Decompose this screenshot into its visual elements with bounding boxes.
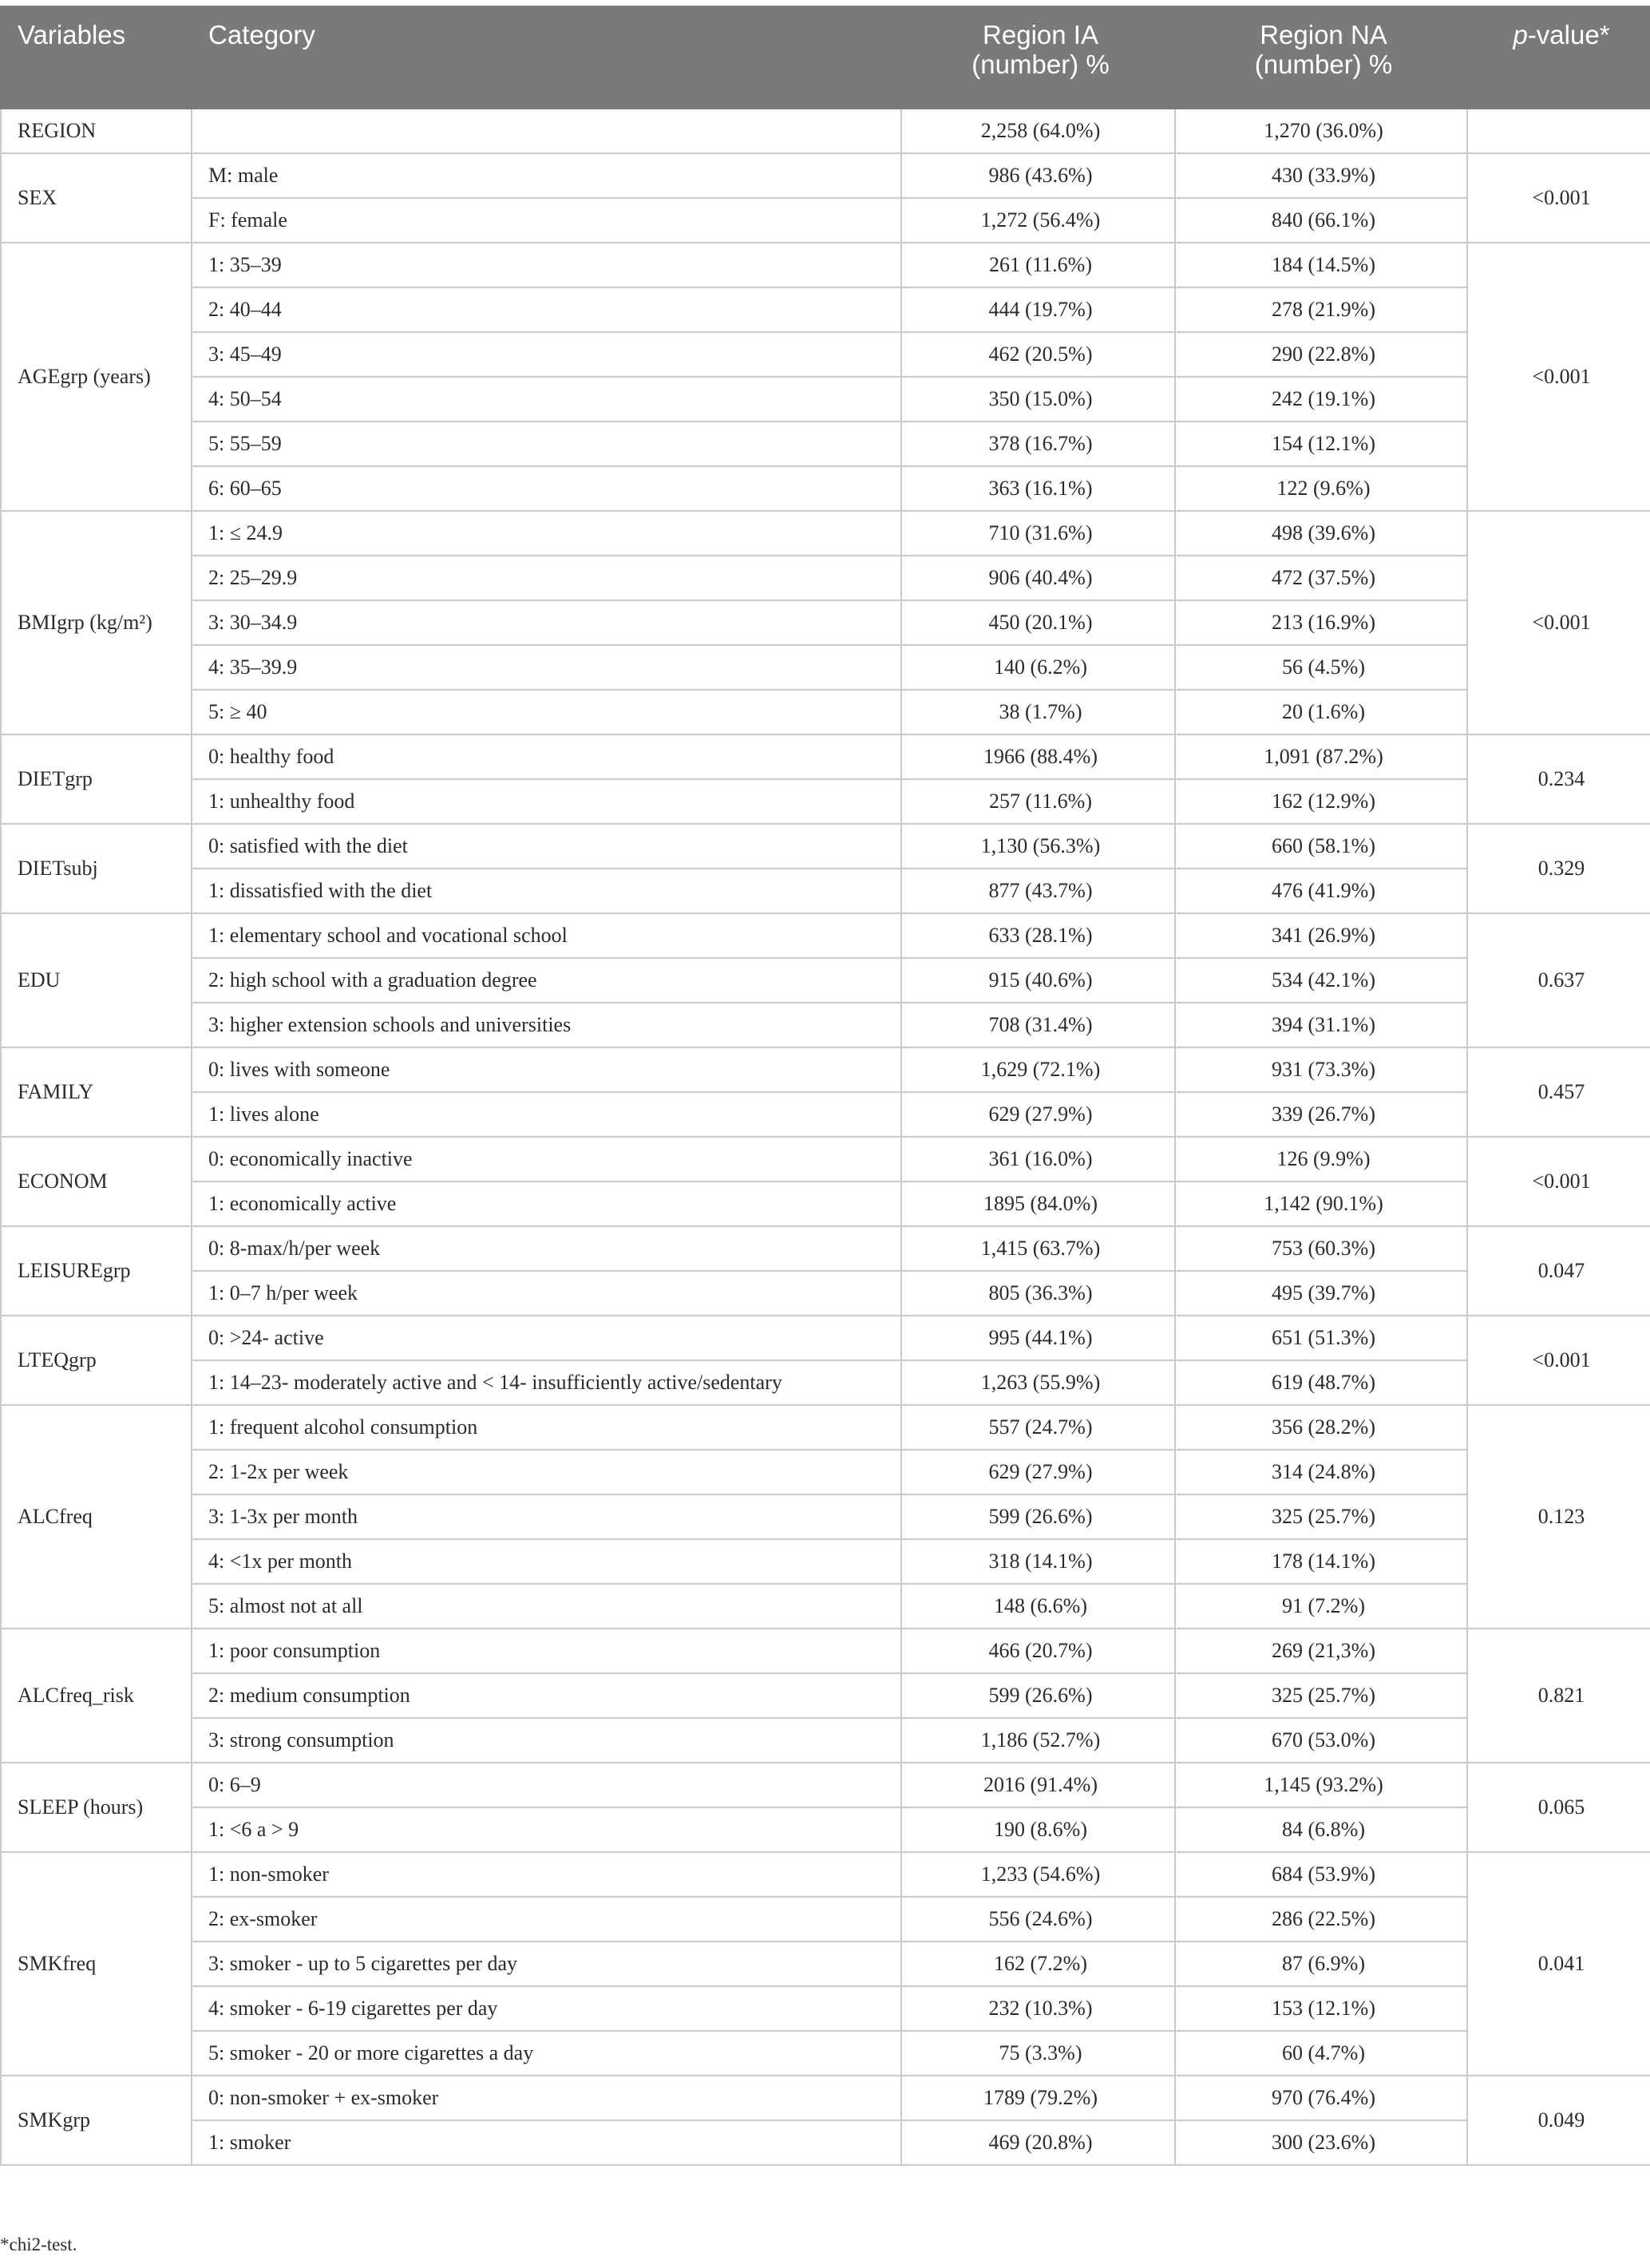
- category-cell: 2: high school with a graduation degree: [192, 958, 901, 1003]
- region-ia-cell: 986 (43.6%): [901, 153, 1175, 198]
- region-na-cell: 341 (26.9%): [1175, 913, 1467, 958]
- category-cell: 2: 40–44: [192, 287, 901, 332]
- region-ia-cell: 257 (11.6%): [901, 779, 1175, 824]
- category-cell: 1: ≤ 24.9: [192, 511, 901, 556]
- region-ia-cell: 1,415 (63.7%): [901, 1226, 1175, 1271]
- region-ia-cell: 450 (20.1%): [901, 600, 1175, 645]
- region-ia-cell: 1,233 (54.6%): [901, 1852, 1175, 1897]
- region-ia-cell: 599 (26.6%): [901, 1673, 1175, 1718]
- category-cell: 3: 30–34.9: [192, 600, 901, 645]
- pvalue-cell: 0.047: [1467, 1226, 1650, 1316]
- variable-cell: DIETgrp: [1, 734, 192, 824]
- category-cell: 1: lives alone: [192, 1092, 901, 1137]
- variable-cell: DIETsubj: [1, 824, 192, 913]
- region-na-cell: 356 (28.2%): [1175, 1405, 1467, 1450]
- region-na-cell: 162 (12.9%): [1175, 779, 1467, 824]
- variable-cell: BMIgrp (kg/m²): [1, 511, 192, 734]
- region-na-cell: 472 (37.5%): [1175, 556, 1467, 600]
- region-ia-cell: 556 (24.6%): [901, 1897, 1175, 1941]
- region-ia-cell: 1789 (79.2%): [901, 2076, 1175, 2120]
- region-ia-cell: 599 (26.6%): [901, 1494, 1175, 1539]
- header-row: [1, 6, 1650, 109]
- category-cell: 3: 1-3x per month: [192, 1494, 901, 1539]
- table-row: [1, 243, 1650, 287]
- header-pvalue-p: p: [1513, 20, 1528, 49]
- table-row: [1, 734, 1650, 779]
- category-cell: 0: >24- active: [192, 1316, 901, 1360]
- region-ia-cell: 1966 (88.4%): [901, 734, 1175, 779]
- table-header: [1, 6, 1650, 109]
- region-na-cell: 325 (25.7%): [1175, 1673, 1467, 1718]
- category-cell: 1: 0–7 h/per week: [192, 1271, 901, 1316]
- category-cell: 0: economically inactive: [192, 1137, 901, 1181]
- category-cell: 2: ex-smoker: [192, 1897, 901, 1941]
- table-footnote: *chi2-test.: [0, 2234, 77, 2254]
- category-cell: 4: smoker - 6-19 cigarettes per day: [192, 1986, 901, 2031]
- category-cell: 1: frequent alcohol consumption: [192, 1405, 901, 1450]
- region-ia-cell: 629 (27.9%): [901, 1092, 1175, 1137]
- header-category: Category: [192, 6, 901, 109]
- table-row: [1, 2076, 1650, 2120]
- pvalue-cell: 0.821: [1467, 1629, 1650, 1763]
- table-row: [1, 1494, 1650, 1539]
- variable-cell: FAMILY: [1, 1047, 192, 1137]
- table-row: [1, 1897, 1650, 1941]
- table-row: [1, 1003, 1650, 1047]
- table-row: [1, 1360, 1650, 1405]
- category-cell: 5: 55–59: [192, 422, 901, 466]
- region-na-cell: 753 (60.3%): [1175, 1226, 1467, 1271]
- header-region-ia-line2: (number) %: [971, 49, 1110, 79]
- header-variables: Variables: [1, 6, 192, 109]
- region-na-cell: 278 (21.9%): [1175, 287, 1467, 332]
- region-na-cell: 394 (31.1%): [1175, 1003, 1467, 1047]
- category-cell: M: male: [192, 153, 901, 198]
- region-ia-cell: 75 (3.3%): [901, 2031, 1175, 2076]
- region-ia-cell: 350 (15.0%): [901, 377, 1175, 422]
- header-pvalue: [1467, 6, 1650, 109]
- category-cell: 3: 45–49: [192, 332, 901, 377]
- category-cell: 1: economically active: [192, 1181, 901, 1226]
- region-ia-cell: 261 (11.6%): [901, 243, 1175, 287]
- region-na-cell: 213 (16.9%): [1175, 600, 1467, 645]
- region-ia-cell: 906 (40.4%): [901, 556, 1175, 600]
- region-na-cell: 1,142 (90.1%): [1175, 1181, 1467, 1226]
- category-cell: 4: <1x per month: [192, 1539, 901, 1584]
- region-na-cell: 20 (1.6%): [1175, 690, 1467, 734]
- region-na-cell: 286 (22.5%): [1175, 1897, 1467, 1941]
- category-cell: 1: non-smoker: [192, 1852, 901, 1897]
- region-na-cell: 619 (48.7%): [1175, 1360, 1467, 1405]
- table-row: [1, 1271, 1650, 1316]
- region-na-cell: 122 (9.6%): [1175, 466, 1467, 511]
- region-ia-cell: 995 (44.1%): [901, 1316, 1175, 1360]
- category-cell: 0: satisfied with the diet: [192, 824, 901, 869]
- category-cell: 0: healthy food: [192, 734, 901, 779]
- pvalue-cell: <0.001: [1467, 243, 1650, 511]
- region-na-cell: 154 (12.1%): [1175, 422, 1467, 466]
- category-cell: 0: 8-max/h/per week: [192, 1226, 901, 1271]
- region-ia-cell: 466 (20.7%): [901, 1629, 1175, 1673]
- variable-cell: LEISUREgrp: [1, 1226, 192, 1316]
- region-na-cell: 495 (39.7%): [1175, 1271, 1467, 1316]
- region-ia-cell: 708 (31.4%): [901, 1003, 1175, 1047]
- category-cell: 3: strong consumption: [192, 1718, 901, 1763]
- table-row: [1, 958, 1650, 1003]
- pvalue-cell: 0.049: [1467, 2076, 1650, 2165]
- category-cell: 1: <6 a > 9: [192, 1807, 901, 1852]
- table-row: [1, 1673, 1650, 1718]
- table-row: [1, 198, 1650, 243]
- results-table: [0, 6, 1650, 2166]
- category-cell: 1: dissatisfied with the diet: [192, 869, 901, 913]
- region-na-cell: 87 (6.9%): [1175, 1941, 1467, 1986]
- table-row: [1, 1137, 1650, 1181]
- category-cell: 3: higher extension schools and universities: [192, 1003, 901, 1047]
- pvalue-cell: 0.637: [1467, 913, 1650, 1047]
- region-ia-cell: 1,263 (55.9%): [901, 1360, 1175, 1405]
- category-cell: 3: smoker - up to 5 cigarettes per day: [192, 1941, 901, 1986]
- category-cell: 5: ≥ 40: [192, 690, 901, 734]
- region-na-cell: 242 (19.1%): [1175, 377, 1467, 422]
- pvalue-cell: 0.457: [1467, 1047, 1650, 1137]
- table-row: [1, 377, 1650, 422]
- region-na-cell: 126 (9.9%): [1175, 1137, 1467, 1181]
- table-row: [1, 1986, 1650, 2031]
- category-cell: 5: almost not at all: [192, 1584, 901, 1629]
- header-region-ia: [901, 6, 1175, 109]
- region-ia-cell: 2016 (91.4%): [901, 1763, 1175, 1807]
- header-region-na-line2: (number) %: [1254, 49, 1393, 79]
- variable-cell: SMKfreq: [1, 1852, 192, 2076]
- category-cell: 1: poor consumption: [192, 1629, 901, 1673]
- region-ia-cell: 1895 (84.0%): [901, 1181, 1175, 1226]
- region-na-cell: 60 (4.7%): [1175, 2031, 1467, 2076]
- region-ia-cell: 462 (20.5%): [901, 332, 1175, 377]
- pvalue-cell: 0.123: [1467, 1405, 1650, 1629]
- region-na-cell: 91 (7.2%): [1175, 1584, 1467, 1629]
- table-row: [1, 1226, 1650, 1271]
- region-ia-cell: 2,258 (64.0%): [901, 109, 1175, 153]
- table-row: [1, 1047, 1650, 1092]
- table-row: [1, 1181, 1650, 1226]
- category-cell: 0: 6–9: [192, 1763, 901, 1807]
- region-na-cell: 931 (73.3%): [1175, 1047, 1467, 1092]
- category-cell: 4: 50–54: [192, 377, 901, 422]
- region-na-cell: 651 (51.3%): [1175, 1316, 1467, 1360]
- region-na-cell: 970 (76.4%): [1175, 2076, 1467, 2120]
- table-row: [1, 913, 1650, 958]
- variable-cell: SEX: [1, 153, 192, 243]
- region-ia-cell: 1,130 (56.3%): [901, 824, 1175, 869]
- variable-cell: SMKgrp: [1, 2076, 192, 2165]
- region-ia-cell: 378 (16.7%): [901, 422, 1175, 466]
- category-cell: 1: 35–39: [192, 243, 901, 287]
- region-ia-cell: 915 (40.6%): [901, 958, 1175, 1003]
- category-cell: 2: 1-2x per week: [192, 1450, 901, 1494]
- region-na-cell: 1,145 (93.2%): [1175, 1763, 1467, 1807]
- region-ia-cell: 232 (10.3%): [901, 1986, 1175, 2031]
- region-ia-cell: 1,629 (72.1%): [901, 1047, 1175, 1092]
- pvalue-cell: [1467, 109, 1650, 153]
- header-pvalue-rest: -value*: [1527, 20, 1610, 49]
- region-na-cell: 325 (25.7%): [1175, 1494, 1467, 1539]
- category-cell: 1: unhealthy food: [192, 779, 901, 824]
- region-ia-cell: 877 (43.7%): [901, 869, 1175, 913]
- region-ia-cell: 805 (36.3%): [901, 1271, 1175, 1316]
- category-cell: 0: lives with someone: [192, 1047, 901, 1092]
- table-row: [1, 2120, 1650, 2165]
- category-cell: 1: smoker: [192, 2120, 901, 2165]
- table-row: [1, 1405, 1650, 1450]
- variable-cell: AGEgrp (years): [1, 243, 192, 511]
- region-na-cell: 184 (14.5%): [1175, 243, 1467, 287]
- category-cell: 4: 35–39.9: [192, 645, 901, 690]
- table-row: [1, 1852, 1650, 1897]
- region-ia-cell: 318 (14.1%): [901, 1539, 1175, 1584]
- table-row: [1, 1807, 1650, 1852]
- table-row: [1, 824, 1650, 869]
- region-ia-cell: 140 (6.2%): [901, 645, 1175, 690]
- region-ia-cell: 557 (24.7%): [901, 1405, 1175, 1450]
- region-na-cell: 56 (4.5%): [1175, 645, 1467, 690]
- header-region-na: [1175, 6, 1467, 109]
- table-row: [1, 1941, 1650, 1986]
- variable-cell: SLEEP (hours): [1, 1763, 192, 1852]
- region-ia-cell: 363 (16.1%): [901, 466, 1175, 511]
- region-ia-cell: 38 (1.7%): [901, 690, 1175, 734]
- pvalue-cell: 0.065: [1467, 1763, 1650, 1852]
- region-ia-cell: 361 (16.0%): [901, 1137, 1175, 1181]
- region-ia-cell: 469 (20.8%): [901, 2120, 1175, 2165]
- region-na-cell: 314 (24.8%): [1175, 1450, 1467, 1494]
- table-row: [1, 2031, 1650, 2076]
- header-region-na-line1: Region NA: [1260, 20, 1387, 49]
- table-row: [1, 645, 1650, 690]
- region-na-cell: 534 (42.1%): [1175, 958, 1467, 1003]
- region-na-cell: 660 (58.1%): [1175, 824, 1467, 869]
- region-na-cell: 290 (22.8%): [1175, 332, 1467, 377]
- table-row: [1, 690, 1650, 734]
- table-row: [1, 287, 1650, 332]
- region-na-cell: 84 (6.8%): [1175, 1807, 1467, 1852]
- variable-cell: REGION: [1, 109, 192, 153]
- category-cell: 1: 14–23- moderately active and < 14- insufficiently active/sedentary: [192, 1360, 901, 1405]
- variable-cell: ECONOM: [1, 1137, 192, 1226]
- pvalue-cell: <0.001: [1467, 511, 1650, 734]
- region-ia-cell: 1,186 (52.7%): [901, 1718, 1175, 1763]
- region-ia-cell: 148 (6.6%): [901, 1584, 1175, 1629]
- region-na-cell: 430 (33.9%): [1175, 153, 1467, 198]
- category-cell: F: female: [192, 198, 901, 243]
- region-ia-cell: 444 (19.7%): [901, 287, 1175, 332]
- table-row: [1, 1718, 1650, 1763]
- table-row: [1, 1316, 1650, 1360]
- table-row: [1, 422, 1650, 466]
- category-cell: 2: 25–29.9: [192, 556, 901, 600]
- region-ia-cell: 190 (8.6%): [901, 1807, 1175, 1852]
- table-row: [1, 153, 1650, 198]
- pvalue-cell: 0.041: [1467, 1852, 1650, 2076]
- region-ia-cell: 710 (31.6%): [901, 511, 1175, 556]
- pvalue-cell: 0.234: [1467, 734, 1650, 824]
- table-row: [1, 332, 1650, 377]
- table-row: [1, 869, 1650, 913]
- category-cell: 2: medium consumption: [192, 1673, 901, 1718]
- category-cell: 6: 60–65: [192, 466, 901, 511]
- region-na-cell: 339 (26.7%): [1175, 1092, 1467, 1137]
- pvalue-cell: <0.001: [1467, 1316, 1650, 1405]
- region-ia-cell: 629 (27.9%): [901, 1450, 1175, 1494]
- region-na-cell: 1,270 (36.0%): [1175, 109, 1467, 153]
- region-na-cell: 300 (23.6%): [1175, 2120, 1467, 2165]
- region-na-cell: 153 (12.1%): [1175, 1986, 1467, 2031]
- region-na-cell: 670 (53.0%): [1175, 1718, 1467, 1763]
- variable-cell: LTEQgrp: [1, 1316, 192, 1405]
- table-row: [1, 1584, 1650, 1629]
- table-row: [1, 466, 1650, 511]
- category-cell: 5: smoker - 20 or more cigarettes a day: [192, 2031, 901, 2076]
- variable-cell: EDU: [1, 913, 192, 1047]
- table-row: [1, 556, 1650, 600]
- table-row: [1, 1450, 1650, 1494]
- region-ia-cell: 162 (7.2%): [901, 1941, 1175, 1986]
- region-na-cell: 476 (41.9%): [1175, 869, 1467, 913]
- table-row: [1, 1092, 1650, 1137]
- table-row: [1, 1539, 1650, 1584]
- table-row: [1, 109, 1650, 153]
- table-row: [1, 511, 1650, 556]
- table-row: [1, 779, 1650, 824]
- region-ia-cell: 1,272 (56.4%): [901, 198, 1175, 243]
- pvalue-cell: <0.001: [1467, 153, 1650, 243]
- header-region-ia-line1: Region IA: [983, 20, 1098, 49]
- region-na-cell: 684 (53.9%): [1175, 1852, 1467, 1897]
- table-row: [1, 600, 1650, 645]
- region-na-cell: 269 (21,3%): [1175, 1629, 1467, 1673]
- region-ia-cell: 633 (28.1%): [901, 913, 1175, 958]
- category-cell: 0: non-smoker + ex-smoker: [192, 2076, 901, 2120]
- table-row: [1, 1629, 1650, 1673]
- table-row: [1, 1763, 1650, 1807]
- pvalue-cell: <0.001: [1467, 1137, 1650, 1226]
- variable-cell: ALCfreq: [1, 1405, 192, 1629]
- region-na-cell: 840 (66.1%): [1175, 198, 1467, 243]
- pvalue-cell: 0.329: [1467, 824, 1650, 913]
- region-na-cell: 178 (14.1%): [1175, 1539, 1467, 1584]
- category-cell: [192, 109, 901, 153]
- category-cell: 1: elementary school and vocational school: [192, 913, 901, 958]
- table-body: [1, 109, 1650, 2165]
- variable-cell: ALCfreq_risk: [1, 1629, 192, 1763]
- region-na-cell: 498 (39.6%): [1175, 511, 1467, 556]
- region-na-cell: 1,091 (87.2%): [1175, 734, 1467, 779]
